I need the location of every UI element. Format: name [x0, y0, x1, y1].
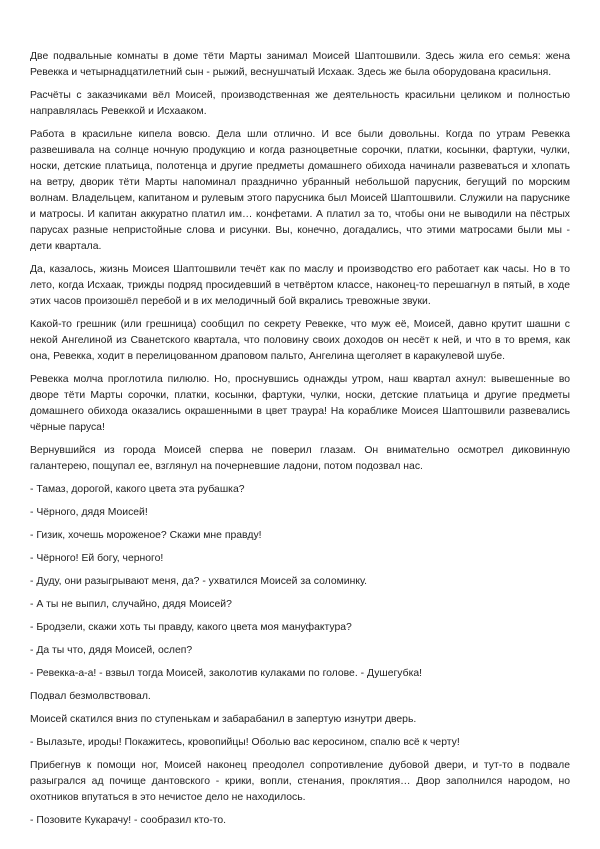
body-paragraph: Работа в красильне кипела вовсю. Дела шли отлично. И все были довольны. Когда по утрам Ревекка развешивала на солнце ночную продукцию и когда разноцветные сорочки, платки, косынки, фартуки, чулки, носки, детские платьица, полотенца и другие предметы домашнего обихода начинали развеваться и хлопать на ветру, дворик тёти Марты напоминал празднично убранный небольшой парусник, бегущий по морским волнам. Владельцем, капитаном и рулевым этого парусника был Моисей Шаптошвили. Служили на паруснике и матросы. И капитан аккуратно платил им… конфетами. А платил за то, чтобы они не выводили на пёстрых парусах разные непристойные слова и рисунки. Вы, конечно, догадались, что этими матросами были мы - дети квартала. [30, 129, 570, 252]
dialogue-line: - Дуду, они разыгрывают меня, да? - ухватился Моисей за соломинку. [30, 576, 368, 587]
dialogue-line: - Чёрного, дядя Моисей! [30, 507, 148, 518]
body-paragraph: Да, казалось, жизнь Моисея Шаптошвили течёт как по маслу и производство его работает как часы. Но в то лето, когда Исхаак, трижды подряд просидевший в четвёртом классе, наконец-то перешагнул в пятый, в ходе этих часов произошёл перебой и в их мелодичный бой вкрались тревожные звуки. [30, 264, 570, 307]
dialogue-line: - Бродзели, скажи хоть ты правду, какого цвета моя мануфактура? [30, 622, 352, 633]
dialogue-line: - Тамаз, дорогой, какого цвета эта рубашка? [30, 484, 245, 495]
dialogue-line: Подвал безмолвствовал. [30, 691, 151, 702]
body-paragraph: Ревекка молча проглотила пилюлю. Но, проснувшись однажды утром, наш квартал ахнул: вывешенные во дворе тёти Марты сорочки, платки, косынки, фартуки, чулки, носки, детские платьица и другие предметы домашнего обихода оказались окрашенными в цвет траура! На кораблике Моисея Шаптошвили развевались чёрные паруса! [30, 374, 570, 433]
body-paragraph: Расчёты с заказчиками вёл Моисей, производственная же деятельность красильни целиком и полностью направлялась Ревеккой и Исхааком. [30, 90, 570, 117]
body-paragraph: Две подвальные комнаты в доме тёти Марты занимал Моисей Шаптошвили. Здесь жила его семья: жена Ревекка и четырнадцатилетний сын - рыжий, веснушчатый Исхаак. Здесь же была оборудована красильня. [30, 51, 570, 78]
dialogue-line: - Гизик, хочешь мороженое? Скажи мне правду! [30, 530, 262, 541]
dialogue-line: - Вылазьте, ироды! Покажитесь, кровопийцы! Оболью вас керосином, спалю всё к черту! [30, 737, 460, 748]
dialogue-line: - А ты не выпил, случайно, дядя Моисей? [30, 599, 232, 610]
body-paragraph: Какой-то грешник (или грешница) сообщил по секрету Ревекке, что муж её, Моисей, давно крутит шашни с некой Ангелиной из Сванетского квартала, что половину своих доходов он несёт к ней, и что в то время, как она, Ревекка, ходит в перелицованном драповом пальто, Ангелина щеголяет в каракулевой шубе. [30, 319, 570, 362]
body-paragraph: Вернувшийся из города Моисей сперва не поверил глазам. Он внимательно осмотрел диковинную галантерею, пощупал ее, взглянул на почерневшие ладони, потом подозвал нас. [30, 445, 570, 472]
dialogue-line: - Ревекка-а-а! - взвыл тогда Моисей, заколотив кулаками по голове. - Душегубка! [30, 668, 423, 679]
body-paragraph: Прибегнув к помощи ног, Моисей наконец преодолел сопротивление дубовой двери, и тут-то в подвале разыгрался ад почище дантовского - крики, вопли, стенания, проклятия… Двор заполнился народом, но охотников впутаться в это нечистое дело не находилось. [30, 760, 570, 803]
dialogue-line: Моисей скатился вниз по ступенькам и забарабанил в запертую изнутри дверь. [30, 714, 417, 725]
dialogue-line: - Да ты что, дядя Моисей, ослеп? [30, 645, 193, 656]
dialogue-line: - Позовите Кукарачу! - сообразил кто-то. [30, 815, 227, 826]
dialogue-line: - Чёрного! Ей богу, черного! [30, 553, 164, 564]
